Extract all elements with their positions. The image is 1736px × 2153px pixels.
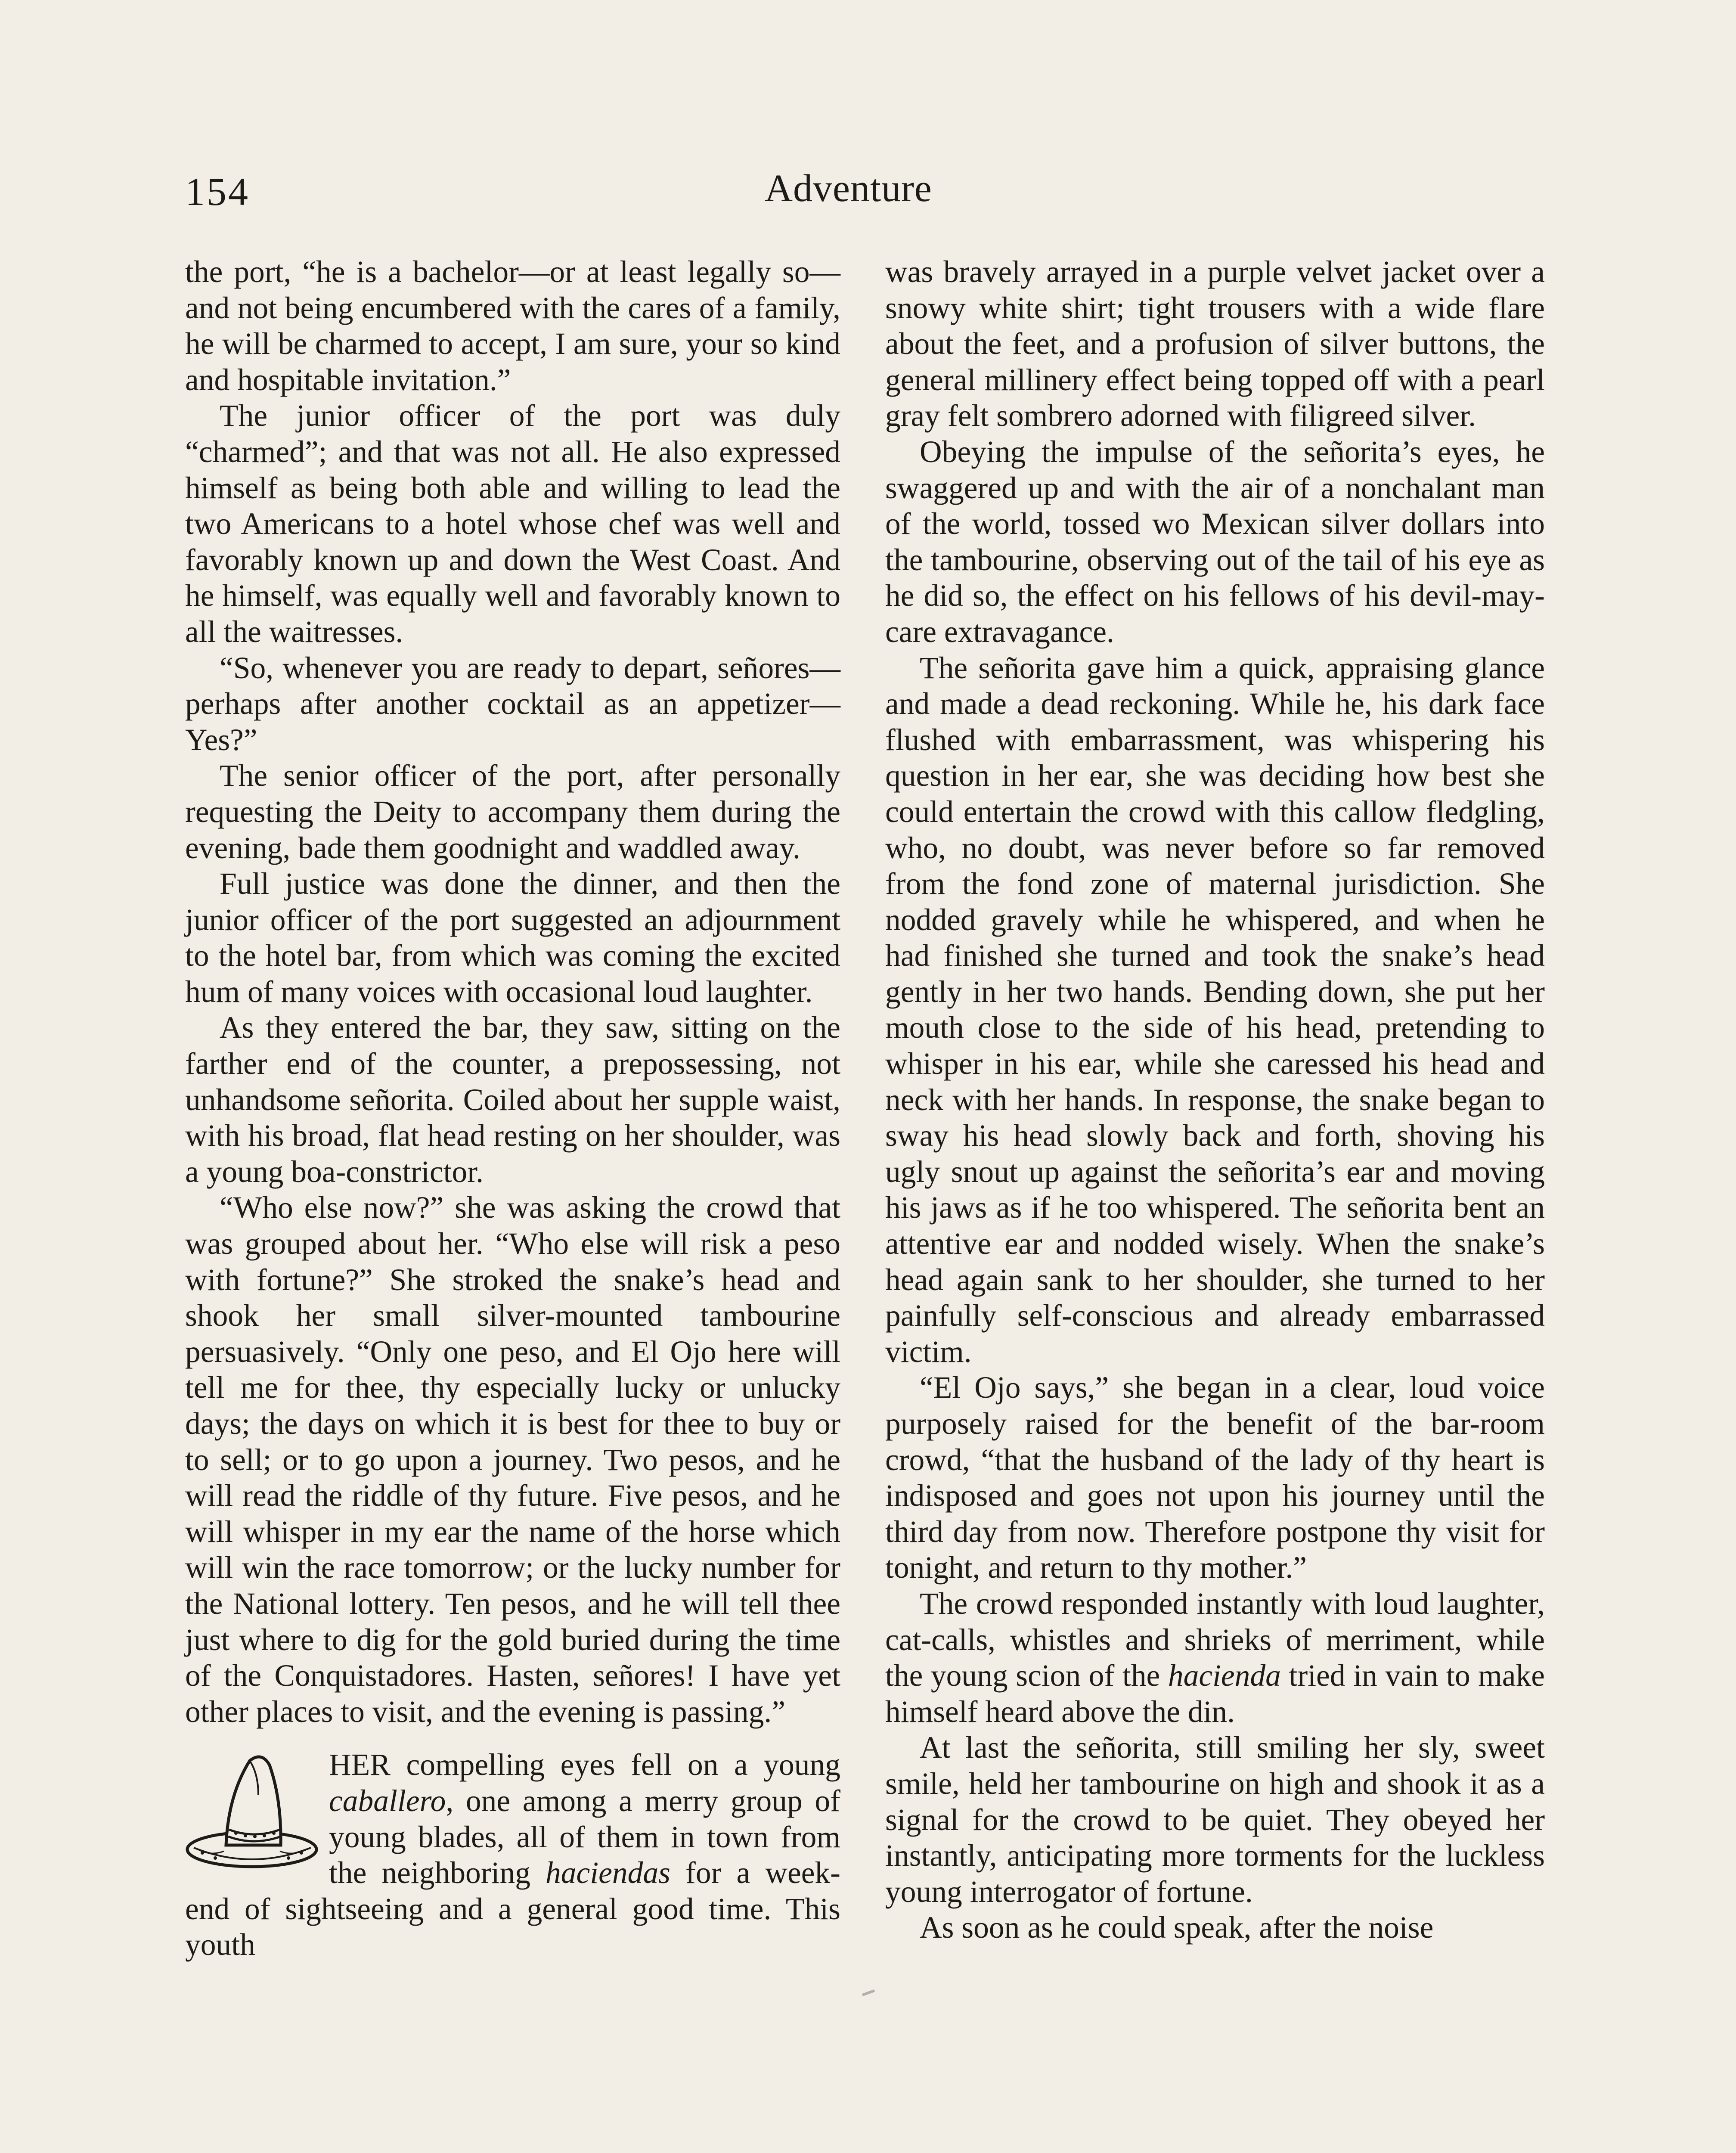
section-opening — [185, 1747, 840, 1963]
paragraph: The señorita gave him a quick, appraising glance and made a dead reckoning. While he, his dark face flushed with embarrassment, was whispering his question in her ear, she was deciding how best she could entertain the crowd with this callow fledgling, who, no doubt, was never before so far removed from the fond zone of maternal jurisdiction. She nodded gravely while he whispered, and when he had finished she turned and took the snake’s head gently in her two hands. Bending down, she put her mouth close to the side of his head, pretending to whisper in his ear, while she caressed his head and neck with her hands. In response, the snake began to sway his head slowly back and forth, shoving his ugly snout up against the señorita’s ear and moving his jaws as if he too whispered. The señorita bent an attentive ear and nodded wisely. When the snake’s head again sank to her shoulder, she turned to her painfully self-conscious and already embarrassed victim. — [885, 651, 1545, 1369]
paragraph: At last the señorita, still smiling her sly, sweet smile, held her tambourine on high and shook it as a signal for the crowd to be quiet. They obeyed her instantly, anticipating more torments for the luckless young interrogator of fortune. — [885, 1731, 1545, 1909]
paragraph: was bravely arrayed in a purple velvet jacket over a snowy white shirt; tight trousers with a wide flare about the feet, and a profusion of silver buttons, the general millinery effect being topped off with a pearl gray felt sombrero adorned with filigreed silver. — [885, 255, 1545, 433]
ink-mark — [862, 1989, 875, 1996]
text-column-left — [185, 254, 840, 1963]
paragraph: “So, whenever you are ready to depart, señores—perhaps after another cocktail as an appetizer— Yes?” — [185, 651, 840, 757]
paragraph: As they entered the bar, they saw, sitting on the farther end of the counter, a prepossessing, not unhandsome señorita. Coiled about her supple waist, with his broad, flat head resting on her shoulder, was a young boa-constrictor. — [185, 1011, 840, 1189]
paragraph: The crowd responded instantly with loud laughter, cat-calls, whistles and shrieks of merriment, while the young scion of the hacienda tried in vain to make himself heard above the din. — [885, 1586, 1545, 1729]
paragraph: Full justice was done the dinner, and then the junior officer of the port suggested an adjournment to the hotel bar, from which was coming the excited hum of many voices with occasional loud laughter. — [185, 867, 840, 1009]
paragraph: Obeying the impulse of the señorita’s eyes, he swaggered up and with the air of a nonchalant man of the world, tossed wo Mexican silver dollars into the tambourine, observing out of the tail of his eye as he did so, the effect on his fellows of his devil-may-care extravagance. — [885, 434, 1545, 649]
sombrero-icon — [185, 1748, 319, 1873]
paragraph: The senior officer of the port, after personally requesting the Deity to accompany them during the evening, bade them goodnight and waddled away. — [185, 759, 840, 865]
page-number: 154 — [185, 170, 250, 214]
text-column-right — [885, 254, 1545, 1946]
running-head: Adventure — [765, 167, 932, 210]
paragraph: HER compelling eyes fell on a young caballero, one among a merry group of young blades, all of them in town from the neighboring haciendas for a week-end of sightseeing and a general good time. This youth — [185, 1748, 840, 1962]
paragraph: “Who else now?” she was asking the crowd that was grouped about her. “Who else will risk a peso with fortune?” She stroked the snake’s head and shook her small silver-mounted tambourine persuasively. “Only one peso, and El Ojo here will tell me for thee, thy especially lucky or unlucky days; the days on which it is best for thee to buy or to sell; or to go upon a journey. Two pesos, and he will read the riddle of thy future. Five pesos, and he will whisper in my ear the name of the horse which will win the race tomorrow; or the lucky number for the National lottery. Ten pesos, and he will tell thee just where to dig for the gold buried during the time of the Conquistadores. Hasten, señores! I have yet other places to visit, and the evening is passing.” — [185, 1191, 840, 1729]
paragraph: The junior officer of the port was duly “charmed”; and that was not all. He also expressed himself as being both able and willing to lead the two Americans to a hotel whose chef was well and favorably known up and down the West Coast. And he himself, was equally well and favorably known to all the waitresses. — [185, 399, 840, 649]
paragraph: “El Ojo says,” she began in a clear, loud voice purposely raised for the benefit of the bar-room crowd, “that the husband of the lady of thy heart is indisposed and goes not upon his journey until the third day from now. Therefore postpone thy visit for tonight, and return to thy mother.” — [885, 1371, 1545, 1585]
paragraph: the port, “he is a bachelor—or at least legally so—and not being encumbered with the cares of a family, he will be charmed to accept, I am sure, your so kind and hospitable invitation.” — [185, 255, 840, 397]
paragraph: As soon as he could speak, after the noise — [920, 1911, 1434, 1945]
